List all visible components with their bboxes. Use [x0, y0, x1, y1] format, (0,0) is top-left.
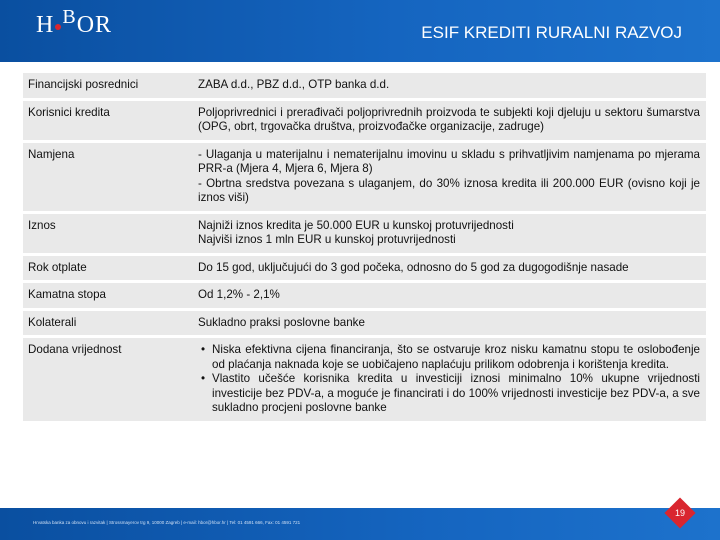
footer-contact-text: Hrvatska banka za obnovu i razvitak | Strossmayerov trg 9, 10000 Zagreb | e-mail: hbor@hbor.hr | Tel: 01 4591 666, Fax: 01 4591 721 [33, 520, 301, 525]
logo-letter-h: H [36, 12, 55, 38]
row-value [186, 338, 706, 421]
value-line: Sukladno praksi poslovne banke [198, 315, 365, 329]
row-value [186, 256, 706, 281]
table-row [23, 214, 706, 253]
row-value [186, 214, 706, 253]
row-label: Korisnici kredita [23, 101, 186, 140]
table-row [23, 101, 706, 140]
logo-dot-icon [55, 24, 61, 30]
value-line: Najniži iznos kredita je 50.000 EUR u kunskoj protuvrijednosti [198, 218, 514, 232]
bullet-item: • Niska efektivna cijena financiranja, što se ostvaruje kroz nisku kamatnu stopu te oslobođenje od plaćanja naknada koje se uobičajeno naplaćuju prilikom odobrenja i korištenja kredita. [212, 343, 700, 372]
row-value [186, 143, 706, 211]
header-bar [0, 0, 720, 62]
value-line: ZABA d.d., PBZ d.d., OTP banka d.d. [198, 78, 390, 91]
table-row [23, 338, 706, 421]
table-row [23, 283, 706, 308]
row-label: Rok otplate [23, 256, 186, 281]
row-value [186, 311, 706, 336]
table-row [23, 256, 706, 281]
row-value [186, 73, 706, 98]
value-line: Od 1,2% - 2,1% [198, 288, 280, 301]
table-row [23, 143, 706, 211]
table-row [23, 311, 706, 336]
bullet-item: • Vlastito učešće korisnika kredita u investiciji iznosi minimalno 10% ukupne vrijednosti investicije bez PDV-a, a moguće je financirati i do 100% vrijednosti investicije bez PDV-a, a sve sukladno procjeni poslovne banke [212, 372, 700, 416]
row-value [186, 101, 706, 140]
value-line: Do 15 god, uključujući do 3 god počeka, odnosno do 5 god za dugogodišnje nasade [198, 260, 629, 274]
row-label: Financijski posrednici [23, 73, 186, 98]
slide-title: ESIF KREDITI RURALNI RAZVOJ [421, 23, 682, 42]
value-line: - Obrtna sredstva povezana s ulaganjem, do 30% iznosa kredita ili 200.000 EUR (ovisno koji je iznos viši) [198, 176, 700, 204]
row-label: Iznos [23, 214, 186, 253]
value-line: - Ulaganja u materijalnu i nematerijalnu imovinu u skladu s prihvatljivim namjenama po mjerama PRR-a (Mjera 4, Mjera 6, Mjera 8) [198, 147, 700, 175]
logo-letter-b: B [62, 6, 77, 28]
info-table [23, 70, 706, 424]
footer-bar [0, 508, 720, 540]
row-label: Dodana vrijednost [23, 338, 186, 421]
value-line: Poljoprivrednici i prerađivači poljoprivrednih proizvoda te subjekti koji djeluju u sektoru šumarstva (OPG, obrt, trgovačka društva, proizvođačke organizacije, zadruge) [198, 105, 700, 133]
page-number: 19 [674, 507, 686, 518]
row-value [186, 283, 706, 308]
row-label: Namjena [23, 143, 186, 211]
bullet-list [198, 343, 700, 416]
value-line: Najviši iznos 1 mln EUR u kunskoj protuvrijednosti [198, 233, 456, 246]
logo-letters-or: OR [76, 12, 113, 38]
hbor-logo [36, 6, 113, 39]
table-row [23, 73, 706, 98]
row-label: Kolaterali [23, 311, 186, 336]
row-label: Kamatna stopa [23, 283, 186, 308]
